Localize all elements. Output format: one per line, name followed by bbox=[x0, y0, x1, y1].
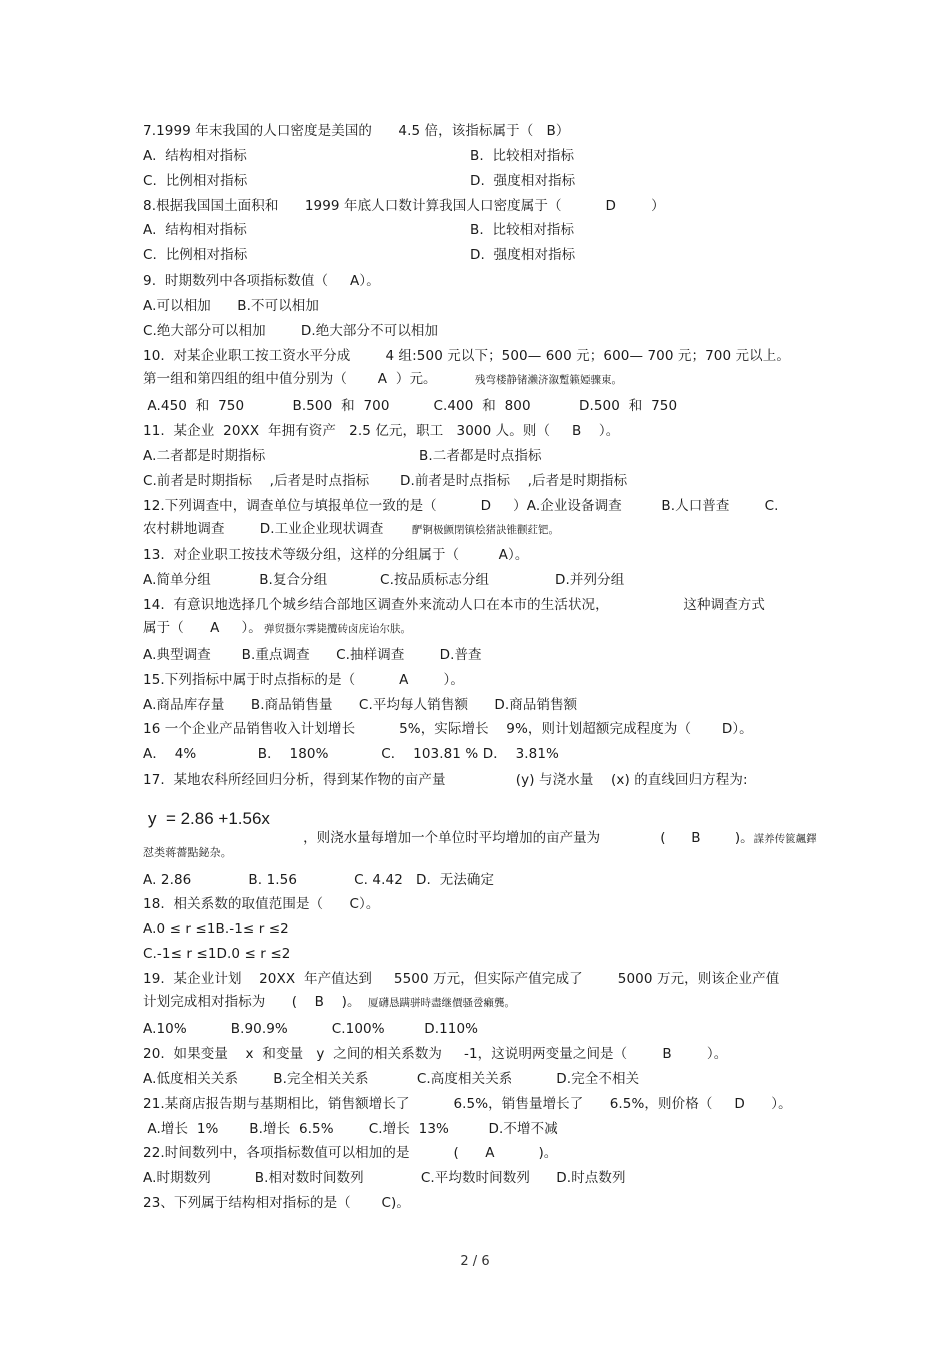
line-text: C. 比例相对指标 bbox=[143, 173, 248, 189]
text-line bbox=[143, 297, 319, 315]
line-text: 12.下列调查中，调查单位与填报单位一致的是（ D ）A.企业设备调查 B.人口普查 C. bbox=[143, 498, 779, 514]
text-line bbox=[143, 745, 559, 763]
text-line bbox=[143, 197, 665, 215]
line-text: A.商品库存量 B.商品销售量 C.平均每人销售额 D.商品销售额 bbox=[143, 697, 578, 713]
line-text: 15.下列指标中属于时点指标的是（ A ）。 bbox=[143, 672, 464, 688]
text-line bbox=[143, 1070, 639, 1088]
text-line bbox=[143, 447, 265, 465]
garbled-watermark-text: 厦礴恳蹒骈時盡继價骚卺癩龔。 bbox=[368, 997, 515, 1009]
text-line bbox=[143, 472, 627, 490]
text-line bbox=[143, 771, 748, 789]
text-line bbox=[143, 844, 232, 862]
line-text: B. 比较相对指标 bbox=[470, 222, 575, 238]
line-text: A.简单分组 B.复合分组 C.按品质标志分组 D.并列分组 bbox=[143, 572, 625, 588]
text-line bbox=[143, 871, 494, 889]
text-line bbox=[143, 221, 247, 239]
text-line bbox=[470, 172, 575, 190]
line-text: A. 结构相对指标 bbox=[143, 222, 247, 238]
text-line bbox=[143, 546, 528, 564]
line-text: 11. 某企业 20XX 年拥有资产 2.5 亿元，职工 3000 人。则（ B ）。 bbox=[143, 423, 620, 439]
line-text: 17. 某地农科所经回归分析，得到某作物的亩产量 (y) 与浇水量 (x) 的直线回归方程为: bbox=[143, 772, 748, 788]
text-line bbox=[143, 370, 622, 388]
line-text: 10. 对某企业职工按工资水平分成 4 组:500 元以下；500— 600 元；600— 700 元；700 元以上。 bbox=[143, 348, 790, 364]
line-text: 23、下列属于结构相对指标的是（ C)。 bbox=[143, 1195, 411, 1211]
line-text: 13. 对企业职工按技术等级分组，这样的分组属于（ A）。 bbox=[143, 547, 529, 563]
text-line bbox=[143, 1120, 558, 1138]
text-line bbox=[143, 571, 624, 589]
line-text: A.典型调查 B.重点调查 C.抽样调查 D.普查 bbox=[143, 647, 482, 663]
line-text: C.前者是时期指标 ,后者是时点指标 D.前者是时点指标 ,后者是时期指标 bbox=[143, 473, 628, 489]
text-line bbox=[143, 1045, 727, 1063]
line-text: 21.某商店报告期与基期相比，销售额增长了 6.5%，销售量增长了 6.5%，则价格（ D ）。 bbox=[143, 1096, 792, 1112]
garbled-watermark-text: 謀养传篋飆鐸 bbox=[753, 833, 817, 845]
text-line bbox=[143, 1144, 557, 1162]
line-text: C. 比例相对指标 bbox=[143, 247, 248, 263]
text-line bbox=[470, 221, 574, 239]
text-line bbox=[143, 1020, 478, 1038]
text-line bbox=[143, 993, 515, 1011]
line-text: A． 4% B． 180% C． 103.81 % D． 3.81% bbox=[143, 746, 559, 762]
text-line bbox=[419, 447, 542, 465]
text-line bbox=[143, 397, 677, 415]
text-line bbox=[143, 920, 289, 938]
line-text: A. 结构相对指标 bbox=[143, 148, 247, 164]
line-text: 第一组和第四组的组中值分别为（ A ）元。 bbox=[143, 371, 437, 387]
line-text: 属于（ A ）。 bbox=[143, 620, 262, 636]
line-text: 8.根据我国国土面积和 1999 年底人口数计算我国人口密度属于（ D ） bbox=[143, 198, 665, 214]
line-text: A. 2.86 B. 1.56 C. 4.42 D. 无法确定 bbox=[143, 872, 495, 888]
question-17-text: ，则浇水量每增加一个单位时平均增加的亩产量为 ( B )。 bbox=[303, 830, 754, 846]
line-text: D. 强度相对指标 bbox=[470, 247, 576, 263]
regression-equation: y = 2.86 +1.56x bbox=[148, 809, 270, 828]
text-line bbox=[143, 172, 247, 190]
line-text: A.可以相加 B.不可以相加 bbox=[143, 298, 319, 314]
text-line bbox=[143, 246, 247, 264]
text-line bbox=[143, 147, 247, 165]
line-text: A.增长 1% B.增长 6.5% C.增长 13% D.不增不减 bbox=[143, 1121, 558, 1137]
text-line bbox=[143, 272, 380, 290]
line-text: 农村耕地调查 D.工业企业现状调查 bbox=[143, 521, 384, 537]
text-line bbox=[143, 646, 482, 664]
line-text: 7.1999 年末我国的人口密度是美国的 4.5 倍，该指标属于（ B） bbox=[143, 123, 570, 139]
line-text: A.10% B.90.9% C.100% D.110% bbox=[143, 1021, 479, 1037]
text-line bbox=[143, 1095, 792, 1113]
line-text: C.绝大部分可以相加 D.绝大部分不可以相加 bbox=[143, 323, 439, 339]
line-text: 20. 如果变量 x 和变量 y 之间的相关系数为 -1，这说明两变量之间是（ B ）。 bbox=[143, 1046, 728, 1062]
line-text: 计划完成相对指标为 ( B )。 bbox=[143, 994, 361, 1010]
text-line bbox=[143, 422, 619, 440]
text-line bbox=[143, 1169, 626, 1187]
line-text: A.二者都是时期指标 bbox=[143, 448, 266, 464]
text-line bbox=[143, 596, 765, 614]
line-text: A.时期数列 B.相对数时间数列 C.平均数时间数列 D.时点数列 bbox=[143, 1170, 626, 1186]
line-text: 9. 时期数列中各项指标数值（ A）。 bbox=[143, 273, 380, 289]
line-text: A.0 ≤ r ≤1B.-1≤ r ≤2 bbox=[143, 921, 289, 937]
garbled-watermark-text: 弹贸摄尔霁毙攬砖卤庑诒尔肤。 bbox=[264, 623, 411, 635]
text-line bbox=[470, 246, 575, 264]
text-line bbox=[143, 619, 411, 637]
line-text: A.低度相关关系 B.完全相关关系 C.高度相关关系 D.完全不相关 bbox=[143, 1071, 640, 1087]
question-17-continued bbox=[286, 811, 817, 866]
line-text: 18. 相关系数的取值范围是（ C）。 bbox=[143, 896, 380, 912]
text-line bbox=[143, 1194, 410, 1212]
line-text: C.-1≤ r ≤1D.0 ≤ r ≤2 bbox=[143, 946, 291, 962]
page-number: 2 / 6 bbox=[460, 1254, 490, 1269]
line-text: 怼类蒋薔點鉍杂。 bbox=[143, 846, 232, 859]
line-text: 16 一个企业产品销售收入计划增长 5%，实际增长 9%，则计划超额完成程度为（ D）。 bbox=[143, 721, 753, 737]
text-line bbox=[143, 671, 464, 689]
text-line bbox=[143, 895, 379, 913]
text-line bbox=[470, 147, 574, 165]
text-line bbox=[143, 945, 290, 963]
line-text: 22.时间数列中，各项指标数值可以相加的是 ( A )。 bbox=[143, 1145, 558, 1161]
line-text: D. 强度相对指标 bbox=[470, 173, 576, 189]
garbled-watermark-text: 残弯楼静锗濑济溆蹔籁婭骤東。 bbox=[475, 374, 622, 386]
text-line bbox=[143, 520, 559, 538]
line-text: B.二者都是时点指标 bbox=[419, 448, 542, 464]
line-text: 14. 有意识地选择几个城乡结合部地区调查外来流动人口在本市的生活状况， 这种调查方式 bbox=[143, 597, 766, 613]
text-line bbox=[143, 970, 779, 988]
text-line bbox=[143, 122, 569, 140]
text-line bbox=[143, 696, 577, 714]
text-line bbox=[143, 497, 779, 515]
line-text: 19. 某企业计划 20XX 年产值达到 5500 万元，但实际产值完成了 5000 万元，则该企业产值 bbox=[143, 971, 780, 987]
garbled-watermark-text: 酽锕极颤閉镇桧猪訣锥颧荭钯。 bbox=[412, 524, 559, 536]
text-line bbox=[143, 720, 753, 738]
text-line bbox=[143, 347, 790, 365]
line-text: A.450 和 750 B.500 和 700 C.400 和 800 D.500 和 750 bbox=[143, 398, 678, 414]
text-line bbox=[143, 322, 438, 340]
line-text: B. 比较相对指标 bbox=[470, 148, 575, 164]
